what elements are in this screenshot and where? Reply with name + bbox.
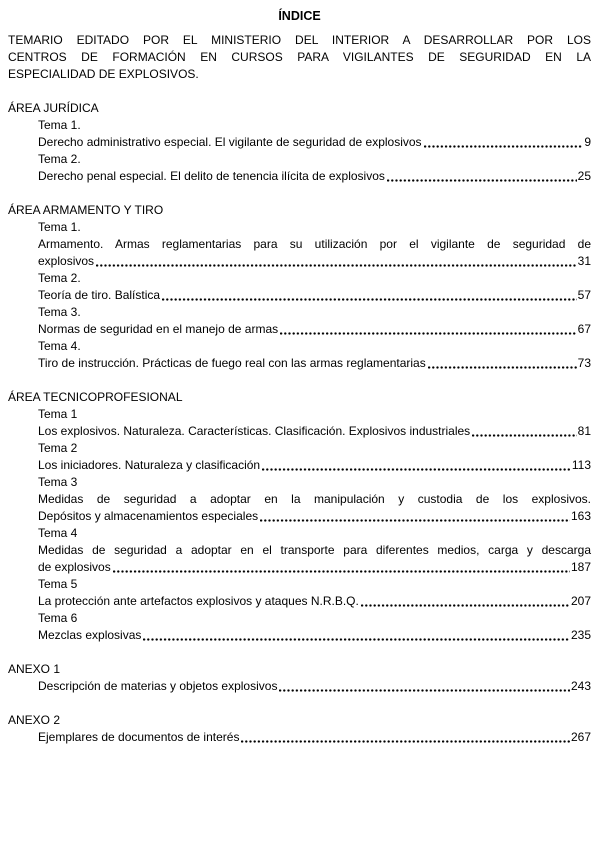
toc-entry-line (38, 508, 591, 525)
entry-text: Derecho administrativo especial. El vigilante de seguridad de explosivos (38, 135, 422, 149)
dot-leader (162, 298, 577, 301)
document-title: ÍNDICE (278, 9, 321, 23)
toc-entry-line (38, 134, 591, 151)
dot-leader (262, 468, 571, 471)
toc-section (8, 661, 591, 695)
page-number: 243 (570, 679, 591, 693)
toc-entry-line (38, 457, 591, 474)
tema-label: Tema 1. (38, 118, 81, 132)
toc-section (8, 100, 591, 185)
dot-leader (113, 570, 570, 573)
entry-text: Ejemplares de documentos de interés (38, 730, 240, 744)
intro-line: CENTROS DE FORMACIÓN EN CURSOS PARA VIGILANTES DE SEGURIDAD EN LA (8, 50, 591, 64)
toc-entry-line (38, 321, 591, 338)
toc-entry-line (38, 559, 591, 576)
toc-entry-line (38, 287, 591, 304)
entry-text: Depósitos y almacenamientos especiales (38, 509, 259, 523)
entry-text: Derecho penal especial. El delito de tenencia ilícita de explosivos (38, 169, 385, 183)
intro-line: ESPECIALIDAD DE EXPLOSIVOS. (8, 67, 199, 81)
section-entries (8, 219, 591, 372)
tema-label: Tema 3. (38, 305, 81, 319)
entry-text-line: Armamento. Armas reglamentarias para su utilización por el vigilante de seguridad de (38, 237, 591, 251)
page-number: 235 (570, 628, 591, 642)
intro-paragraph (8, 32, 591, 83)
toc-section (8, 712, 591, 746)
toc-entry-line (38, 423, 591, 440)
page-number: 187 (570, 560, 591, 574)
area-heading: ÁREA TECNICOPROFESIONAL (8, 390, 183, 404)
dot-leader (424, 145, 584, 148)
page-number: 67 (577, 322, 591, 336)
dot-leader (143, 638, 570, 641)
page-number: 9 (584, 135, 591, 149)
section-entries (8, 729, 591, 746)
dot-leader (472, 434, 576, 437)
document-page (8, 8, 591, 746)
tema-label: Tema 1. (38, 220, 81, 234)
section-entries (8, 117, 591, 185)
tema-label: Tema 3 (38, 475, 78, 489)
entry-text: Descripción de materias y objetos explosivos (38, 679, 278, 693)
area-heading: ÁREA JURÍDICA (8, 101, 99, 115)
tema-label: Tema 2 (38, 441, 78, 455)
page-number: 113 (571, 458, 591, 472)
dot-leader (387, 179, 577, 182)
dot-leader (280, 332, 577, 335)
entry-text-line: Medidas de seguridad a adoptar en el transporte para diferentes medios, carga y descarga (38, 543, 591, 557)
tema-label: Tema 2. (38, 271, 81, 285)
area-heading: ANEXO 2 (8, 713, 61, 727)
tema-label: Tema 2. (38, 152, 81, 166)
page-number: 25 (577, 169, 591, 183)
page-number: 267 (570, 730, 591, 744)
section-entries (8, 678, 591, 695)
dot-leader (260, 519, 570, 522)
entry-text: Teoría de tiro. Balística (38, 288, 161, 302)
toc-entry-line (38, 593, 591, 610)
tema-label: Tema 4. (38, 339, 81, 353)
tema-label: Tema 1 (38, 407, 78, 421)
dot-leader (279, 689, 570, 692)
toc-entry-line (38, 355, 591, 372)
toc-entry-line (38, 678, 591, 695)
tema-label: Tema 5 (38, 577, 78, 591)
dot-leader (428, 366, 577, 369)
toc-section (8, 202, 591, 372)
toc-entry-line (38, 168, 591, 185)
section-entries (8, 406, 591, 644)
toc-entry-line (38, 253, 591, 270)
intro-line: TEMARIO EDITADO POR EL MINISTERIO DEL INTERIOR A DESARROLLAR POR LOS (8, 33, 591, 47)
tema-label: Tema 6 (38, 611, 78, 625)
entry-text: Los iniciadores. Naturaleza y clasificación (38, 458, 261, 472)
area-heading: ANEXO 1 (8, 662, 61, 676)
page-number: 73 (577, 356, 591, 370)
dot-leader (96, 264, 577, 267)
page-number: 207 (570, 594, 591, 608)
area-heading: ÁREA ARMAMENTO Y TIRO (8, 203, 164, 217)
entry-text-line: Medidas de seguridad a adoptar en la manipulación y custodia de los explosivos. (38, 492, 591, 506)
page-number: 57 (577, 288, 591, 302)
entry-text: Mezclas explosivas (38, 628, 142, 642)
toc-sections (8, 100, 591, 746)
page-number: 31 (577, 254, 591, 268)
toc-entry-line (38, 627, 591, 644)
tema-label: Tema 4 (38, 526, 78, 540)
entry-text: de explosivos (38, 560, 111, 574)
page-number: 81 (577, 424, 591, 438)
entry-text: La protección ante artefactos explosivos y ataques N.R.B.Q. (38, 594, 359, 608)
entry-text: Los explosivos. Naturaleza. Características. Clasificación. Explosivos industriales (38, 424, 471, 438)
toc-section (8, 389, 591, 644)
page-number: 163 (570, 509, 591, 523)
entry-text: Tiro de instrucción. Prácticas de fuego real con las armas reglamentarias (38, 356, 426, 370)
entry-text: explosivos (38, 254, 95, 268)
toc-entry-line (38, 729, 591, 746)
dot-leader (241, 740, 570, 743)
dot-leader (361, 604, 570, 607)
entry-text: Normas de seguridad en el manejo de armas (38, 322, 279, 336)
